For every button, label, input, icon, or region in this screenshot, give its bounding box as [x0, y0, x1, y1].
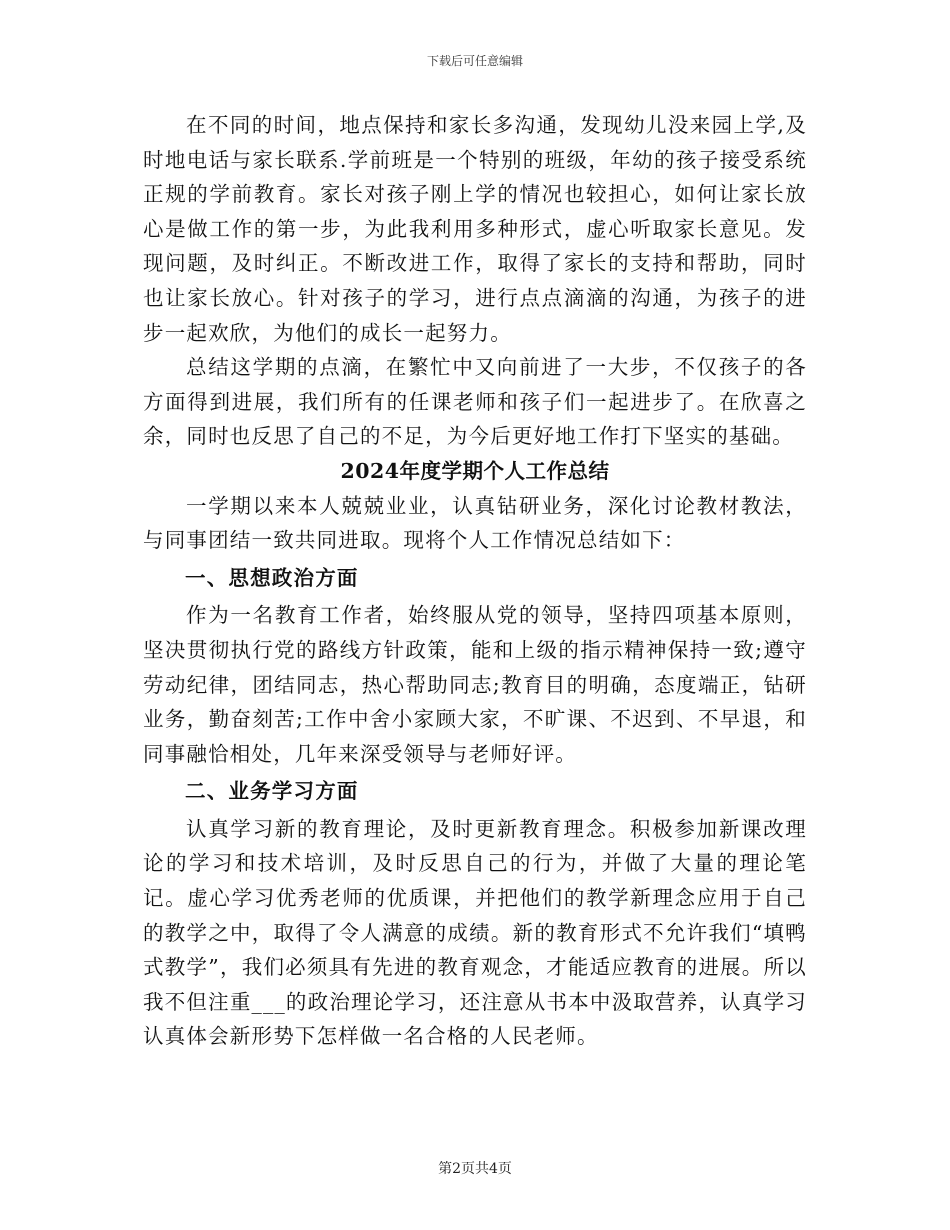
page-header-note: 下载后可任意编辑 [426, 54, 523, 68]
section-heading-politics: 一、思想政治方面 [185, 565, 359, 590]
lead-paragraph: 一学期以来本人兢兢业业，认真钻研业务，深化讨论教材教法，与同事团结一致共同进取。现将个人工作情况总结如下： [143, 493, 807, 553]
body-paragraph: 总结这学期的点滴，在繁忙中又向前进了一大步，不仅孩子的各方面得到进展，我们所有的任课老师和孩子们一起进步了。在欣喜之余，同时也反思了自己的不足，为今后更好地工作打下坚实的基础。 [143, 355, 807, 449]
body-paragraph: 在不同的时间，地点保持和家长多沟通，发现幼儿没来园上学,及时地电话与家长联系.学前班是一个特别的班级，年幼的孩子接受系统正规的学前教育。家长对孩子刚上学的情况也较担心，如何让家长放心是做工作的第一步，为此我利用多种形式，虚心听取家长意见。发现问题，及时纠正。不断改进工作，取得了家长的支持和帮助，同时也让家长放心。针对孩子的学习，进行点点滴滴的沟通，为孩子的进步一起欢欣，为他们的成长一起努力。 [143, 113, 807, 345]
document-body [143, 108, 807, 1054]
document-title: 2024年度学期个人工作总结 [340, 458, 610, 483]
section-heading-study: 二、业务学习方面 [185, 779, 359, 804]
section-paragraph: 作为一名教育工作者，始终服从党的领导，坚持四项基本原则，坚决贯彻执行党的路线方针政策，能和上级的指示精神保持一致;遵守劳动纪律，团结同志，热心帮助同志;教育目的明确，态度端正，钻研业务，勤奋刻苦;工作中舍小家顾大家，不旷课、不迟到、不早退，和同事融恰相处，几年来深受领导与老师好评。 [143, 603, 807, 766]
page-number: 第2页共4页 [438, 1161, 512, 1177]
section-paragraph: 认真学习新的教育理论，及时更新教育理念。积极参加新课改理论的学习和技术培训，及时反思自己的行为，并做了大量的理论笔记。虚心学习优秀老师的优质课，并把他们的教学新理念应用于自己的教学之中，取得了令人满意的成绩。新的教育形式不允许我们“填鸭式教学”，我们必须具有先进的教育观念，才能适应教育的进展。所以我不但注重___的政治理论学习，还注意从书本中汲取营养，认真学习认真体会新形势下怎样做一名合格的人民老师。 [143, 816, 807, 1049]
